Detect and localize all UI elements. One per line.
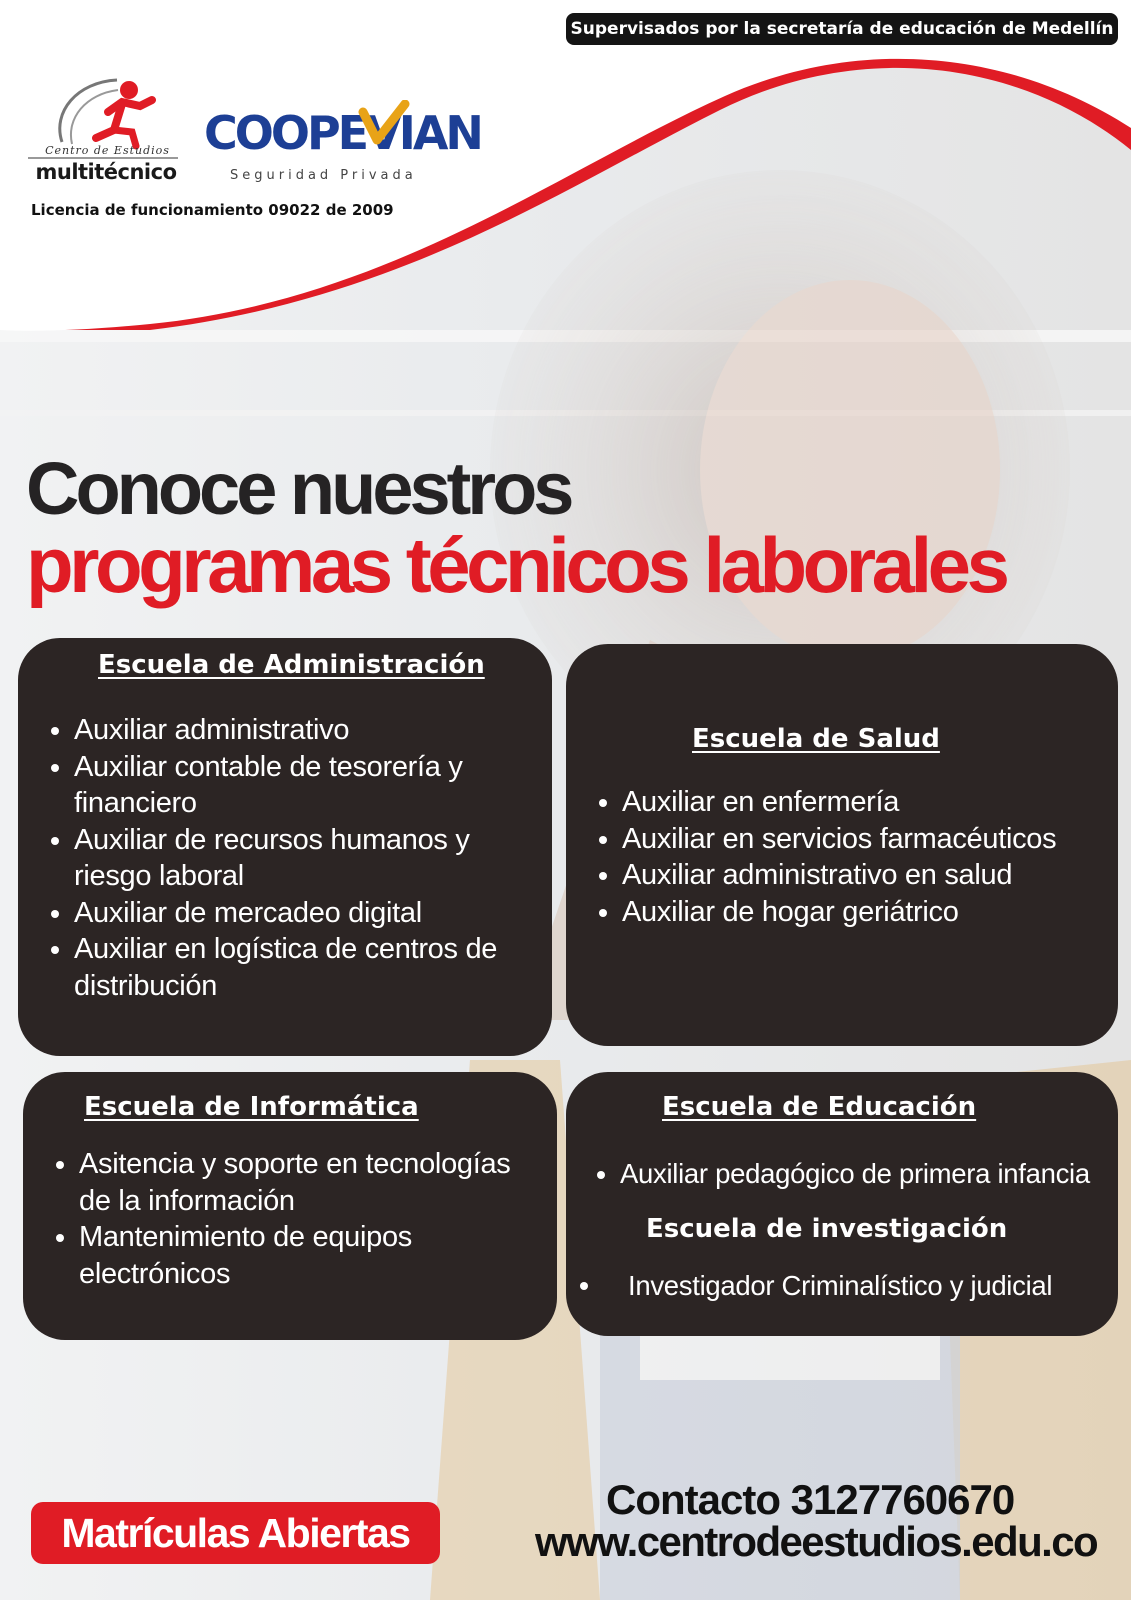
school-title: Escuela de Salud — [692, 724, 940, 754]
contact-phone: Contacto 3127760670 — [606, 1476, 1015, 1523]
school-title: Escuela de Administración — [98, 650, 485, 680]
program-list — [566, 1268, 1118, 1305]
program-item: • Mantenimiento de equipos electrónicos — [79, 1219, 557, 1292]
coopevian-logo-name: COOPEVIAN — [204, 106, 481, 160]
program-list — [566, 784, 1118, 930]
school-card-informatica — [23, 1072, 557, 1340]
coopevian-subtitle: Seguridad Privada — [230, 168, 417, 183]
program-item: • Auxiliar administrativo — [74, 712, 552, 749]
school-card-educacion-investigacion — [566, 1072, 1118, 1336]
school-title: Escuela de investigación — [646, 1214, 1008, 1244]
school-card-salud — [566, 644, 1118, 1046]
website-link[interactable]: www.centrodeestudios.edu.co — [535, 1518, 1098, 1565]
enrollment-badge: Matrículas Abiertas — [31, 1502, 440, 1564]
school-title: Escuela de Informática — [84, 1092, 419, 1122]
program-item: • Asitencia y soporte en tecnologías de la información — [79, 1146, 557, 1219]
program-item: • Auxiliar en enfermería — [622, 784, 1118, 821]
program-item — [580, 1268, 1118, 1305]
program-list — [566, 1156, 1118, 1193]
program-item: • Auxiliar pedagógico de primera infancia — [620, 1156, 1118, 1193]
multitecnico-subtitle: Centro de Estudios — [45, 144, 170, 157]
supervision-badge: Supervisados por la secretaría de educación de Medellín — [566, 13, 1118, 45]
program-item-text: Investigador Criminalístico y judicial — [628, 1270, 1053, 1301]
program-list — [23, 1146, 557, 1292]
program-item: • Auxiliar en logística de centros de distribución — [74, 931, 552, 1004]
headline-line-1: Conoce nuestros — [26, 447, 571, 530]
program-item: • Auxiliar administrativo en salud — [622, 857, 1118, 894]
program-list — [18, 712, 552, 1004]
license-text: Licencia de funcionamiento 09022 de 2009 — [31, 201, 394, 219]
school-title: Escuela de Educación — [662, 1092, 977, 1122]
program-item: • Auxiliar de hogar geriátrico — [622, 894, 1118, 931]
bullet-icon — [580, 1282, 588, 1290]
program-item: • Auxiliar de mercadeo digital — [74, 895, 552, 932]
headline-line-2: programas técnicos laborales — [26, 521, 1006, 609]
program-item: • Auxiliar en servicios farmacéuticos — [622, 821, 1118, 858]
program-item: • Auxiliar contable de tesorería y financiero — [74, 749, 552, 822]
school-card-administracion — [18, 638, 552, 1056]
program-item: • Auxiliar de recursos humanos y riesgo laboral — [74, 822, 552, 895]
checkmark-v-icon — [355, 100, 411, 160]
multitecnico-logo-name: multitécnico — [35, 160, 177, 184]
